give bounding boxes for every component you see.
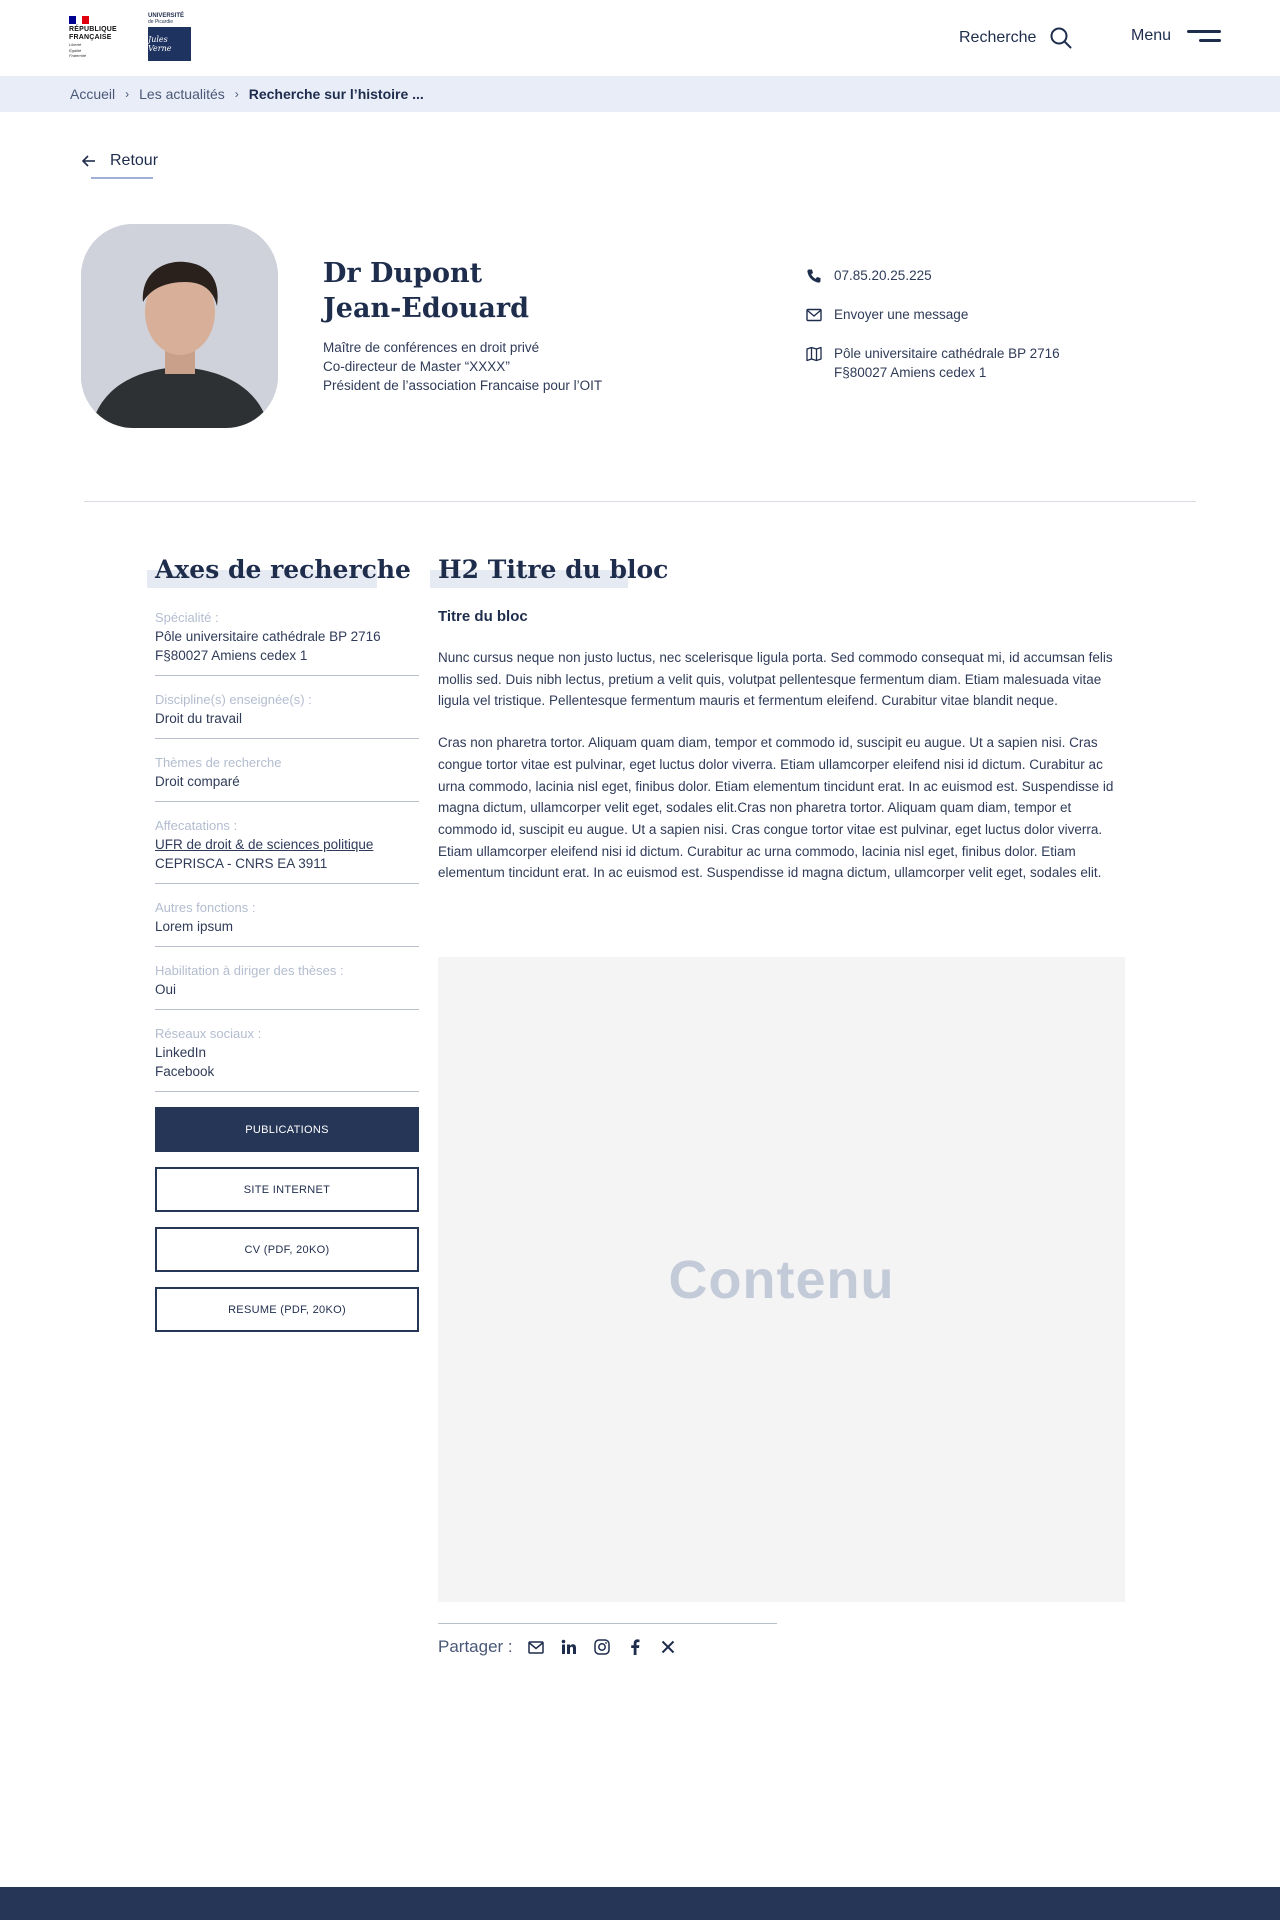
field-value: Droit du travail — [155, 711, 243, 726]
chevron-right-icon: › — [234, 87, 239, 101]
field-specialite — [155, 594, 419, 676]
contact-address — [806, 344, 1060, 382]
breadcrumb — [0, 76, 1280, 112]
field-label: Réseaux sociaux : — [155, 1026, 262, 1041]
chevron-right-icon: › — [125, 87, 130, 101]
field-label: Spécialité : — [155, 610, 219, 625]
field-autres-fonctions — [155, 884, 419, 947]
field-label: Affecatations : — [155, 818, 238, 833]
field-value: Oui — [155, 982, 177, 997]
publications-button[interactable]: PUBLICATIONS — [155, 1107, 419, 1152]
breadcrumb-home[interactable]: Accueil — [70, 86, 116, 102]
contact-phone[interactable] — [806, 266, 1060, 285]
field-habilitation — [155, 947, 419, 1010]
profile-name-line1: Dr Dupont — [323, 258, 483, 289]
facebook-icon[interactable] — [626, 1638, 645, 1657]
rf-motto-3: Fraternité — [69, 53, 87, 58]
profile-name — [323, 256, 529, 326]
contact-phone-text: 07.85.20.25.225 — [834, 268, 932, 283]
field-label: Autres fonctions : — [155, 900, 256, 915]
search-button[interactable] — [959, 27, 1072, 49]
field-disciplines — [155, 676, 419, 739]
site-header — [0, 0, 1280, 76]
universite-picardie-logo[interactable] — [148, 13, 191, 61]
field-value: Pôle universitaire cathédrale BP 2716 — [155, 629, 381, 644]
sidebar-title-wrap — [155, 555, 411, 584]
rf-logo-line2: FRANÇAISE — [69, 34, 112, 41]
share-divider — [438, 1623, 777, 1624]
resume-download-button[interactable]: RESUME (PDF, 20KO) — [155, 1287, 419, 1332]
map-icon — [806, 346, 822, 362]
upjv-signature: Jules Verne — [148, 27, 191, 61]
field-reseaux-sociaux — [155, 1010, 419, 1092]
contact-address-line2: F§80027 Amiens cedex 1 — [834, 365, 987, 380]
field-label: Thèmes de recherche — [155, 755, 282, 770]
arrow-left-icon — [82, 155, 96, 167]
menu-label: Menu — [1131, 27, 1172, 44]
upjv-logo-line2: de Picardie — [148, 19, 174, 25]
linkedin-link[interactable]: LinkedIn — [155, 1045, 207, 1060]
block-subtitle: Titre du bloc — [438, 608, 528, 625]
main-title: H2 Titre du bloc — [438, 555, 669, 584]
share-bar — [438, 1637, 678, 1657]
upjv-logo-line1: UNIVERSITÉ — [148, 13, 185, 19]
main-title-wrap — [438, 555, 668, 584]
share-label: Partager : — [438, 1637, 513, 1656]
ufr-link[interactable]: UFR de droit & de sciences politique — [155, 837, 374, 852]
sidebar-title: Axes de recherche — [155, 555, 411, 584]
breadcrumb-current: Recherche sur l’histoire ... — [248, 86, 424, 102]
field-value: CEPRISCA - CNRS EA 3911 — [155, 856, 328, 871]
facebook-link[interactable]: Facebook — [155, 1064, 215, 1079]
french-flag-icon — [69, 16, 89, 24]
section-divider — [84, 501, 1196, 502]
mail-icon[interactable] — [527, 1638, 546, 1657]
field-value: Lorem ipsum — [155, 919, 234, 934]
hamburger-icon — [1187, 28, 1221, 44]
content-placeholder — [438, 957, 1125, 1602]
phone-icon — [806, 268, 822, 284]
profile-photo — [81, 224, 278, 428]
cv-download-button[interactable]: CV (PDF, 20KO) — [155, 1227, 419, 1272]
search-label: Recherche — [959, 29, 1037, 46]
back-label: Retour — [110, 152, 159, 169]
linkedin-icon[interactable] — [560, 1638, 579, 1657]
x-icon[interactable] — [659, 1638, 678, 1657]
menu-button[interactable] — [1131, 27, 1221, 45]
back-underline — [91, 177, 153, 179]
site-footer — [0, 1887, 1280, 1920]
back-link[interactable] — [82, 152, 158, 170]
mail-icon — [806, 307, 822, 323]
main-block — [438, 555, 1125, 884]
profile-roles — [323, 338, 602, 395]
field-themes — [155, 739, 419, 802]
research-sidebar — [155, 555, 419, 1332]
contact-address-line1: Pôle universitaire cathédrale BP 2716 — [834, 346, 1060, 361]
paragraph-1: Nunc cursus neque non justo luctus, nec scelerisque ligula porta. Sed commodo consequat mi, id accumsan felis mollis sed. Duis nibh lectus, pretium a velit quis, volutpat pellentesque fermentum diam. Etiam malesuada vitae ligula vel tristique. Pellentesque fermentum mauris et fermentum eleifend. Curabitur vitae blandit neque. — [438, 650, 1113, 709]
contact-info — [806, 266, 1060, 402]
field-affectations — [155, 802, 419, 884]
role-item: Co-directeur de Master “XXXX” — [323, 359, 510, 374]
profile-name-line2: Jean-Edouard — [323, 293, 529, 324]
role-item: Président de l’association Francaise pour l’OIT — [323, 378, 603, 393]
role-item: Maître de conférences en droit privé — [323, 340, 540, 355]
rf-motto-2: Égalité — [69, 47, 82, 53]
rf-logo-line1: RÉPUBLIQUE — [69, 26, 117, 33]
search-icon — [1050, 27, 1072, 49]
republique-francaise-logo[interactable] — [69, 16, 119, 60]
contact-message-text: Envoyer une message — [834, 307, 969, 322]
instagram-icon[interactable] — [593, 1638, 612, 1657]
content-placeholder-text: Contenu — [668, 1249, 895, 1310]
paragraph-2: Cras non pharetra tortor. Aliquam quam diam, tempor et commodo id, suscipit eu augue. Ut a sapien nisi. Cras congue tortor vitae est pulvinar, eget luctus dolor viverra. Etiam ullamcorper eleifend nisi id dictum. Curabitur ac urna commodo, lacinia nisl eget, finibus dolor. Etiam elementum tincidunt erat. In ac euismod est. Suspendisse id magna dictum, ullamcorper velit eget, sodales elit.Cras non pharetra tortor. Aliquam quam diam, tempor et commodo id, suscipit eu augue. Ut a sapien nisi. Cras congue tortor vitae est pulvinar, eget luctus dolor viverra. Etiam ullamcorper eleifend nisi id dictum. Curabitur ac urna commodo, lacinia nisl eget, finibus dolor. Etiam elementum tincidunt erat. In ac euismod est. Suspendisse id magna dictum, ullamcorper velit eget, sodales elit. — [438, 735, 1114, 881]
website-button[interactable]: SITE INTERNET — [155, 1167, 419, 1212]
field-value: F§80027 Amiens cedex 1 — [155, 648, 308, 663]
field-label: Discipline(s) enseignée(s) : — [155, 692, 312, 707]
breadcrumb-news[interactable]: Les actualités — [139, 86, 225, 102]
contact-message[interactable] — [806, 305, 1060, 324]
field-label: Habilitation à diriger des thèses : — [155, 963, 344, 978]
field-value: Droit comparé — [155, 774, 240, 789]
rf-motto-1: Liberté — [69, 42, 82, 47]
